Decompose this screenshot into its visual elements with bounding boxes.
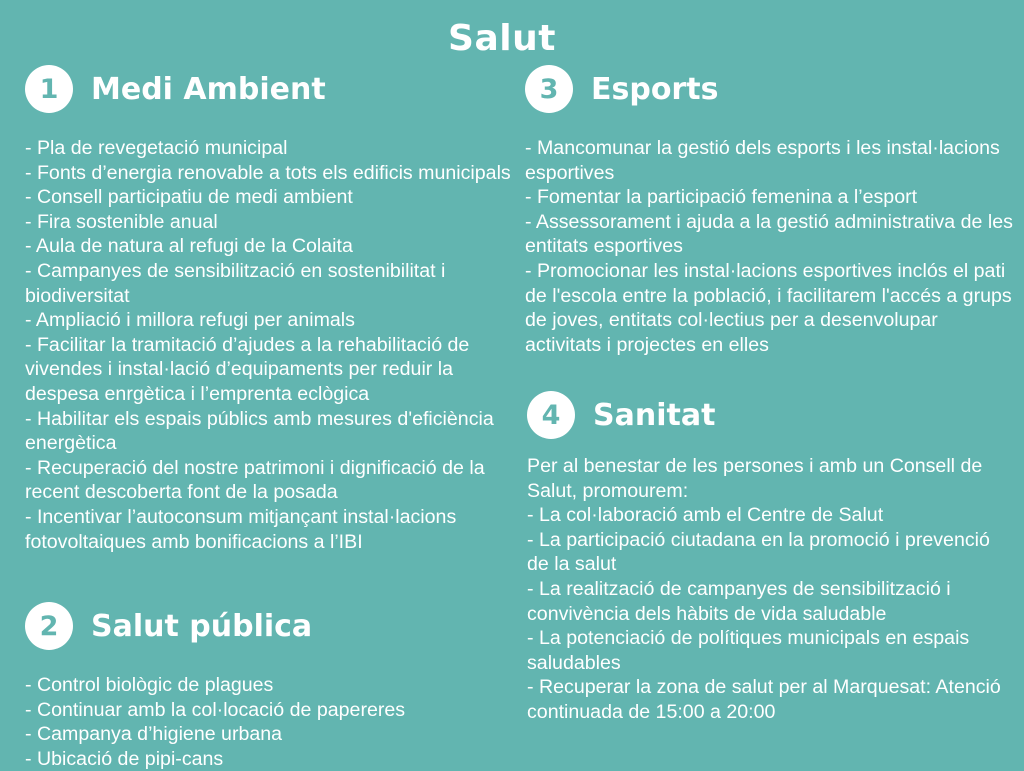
section-heading	[527, 390, 1017, 440]
list-item: - Fira sostenible anual	[25, 210, 218, 233]
list-item: - Fonts d’energia renovable a tots els edificis municipals	[25, 161, 511, 184]
item-list	[527, 454, 1017, 725]
section-number-badge: 4	[527, 391, 575, 439]
list-item: - Ubicació de pipi-cans	[25, 747, 224, 770]
section-number-badge: 2	[25, 602, 73, 650]
section-heading	[525, 64, 1015, 114]
section-title: Salut pública	[91, 608, 313, 644]
list-item: - Promocionar les instal·lacions esportives inclós el pati de l'escola entre la població, i facilitarem l'accés a grups de joves, entitats col·lectius per a desenvolupar activitats i projectes en elles	[525, 259, 1012, 356]
list-item: - La realització de campanyes de sensibilització i convivència dels hàbits de vida saludable	[527, 577, 951, 625]
list-item: - La participació ciutadana en la promoció i prevenció de la salut	[527, 528, 990, 576]
list-item: - Campanyes de sensibilització en sostenibilitat i biodiversitat	[25, 259, 446, 307]
section-esports	[525, 64, 1015, 357]
list-item: - Campanya d’higiene urbana	[25, 723, 283, 746]
section-number-badge: 3	[525, 65, 573, 113]
list-item: - Facilitar la tramitació d’ajudes a la rehabilitació de vivendes i instal·lació d’equipaments per reduir la despesa enrgètica i l’emprenta eclògica	[25, 333, 470, 405]
item-list	[525, 136, 1015, 357]
section-number-badge: 1	[25, 65, 73, 113]
section-title: Medi Ambient	[91, 71, 326, 107]
list-item: - Recuperació del nostre patrimoni i dignificació de la recent descoberta font de la posada	[25, 456, 485, 504]
list-item: - Fomentar la participació femenina a l’esport	[525, 186, 918, 209]
page-title: Salut	[448, 18, 556, 59]
item-list	[25, 136, 520, 554]
list-item: - Recuperar la zona de salut per al Marquesat: Atenció continuada de 15:00 a 20:00	[527, 676, 1001, 723]
section-medi-ambient	[25, 64, 520, 554]
section-sanitat	[527, 390, 1017, 725]
list-item: - Mancomunar la gestió dels esports i les instal·lacions esportives	[525, 137, 1000, 184]
item-list	[25, 673, 520, 771]
list-item: - Control biològic de plagues	[25, 674, 274, 696]
list-item: - Incentivar l’autoconsum mitjançant instal·lacions fotovoltaiques amb bonificacions a l’IBI	[25, 505, 457, 553]
list-item: - Consell participatiu de medi ambient	[25, 186, 353, 209]
section-salut-publica	[25, 601, 520, 771]
list-item: - Assessorament i ajuda a la gestió administrativa de les entitats esportives	[525, 210, 1013, 258]
list-item: - Continuar amb la col·locació de papereres	[25, 698, 406, 721]
list-item: - La potenciació de polítiques municipals en espais saludables	[527, 627, 970, 674]
list-item: - Habilitar els espais públics amb mesures d'eficiència energètica	[25, 407, 494, 455]
section-title: Esports	[591, 71, 719, 107]
list-item: - Pla de revegetació municipal	[25, 137, 288, 159]
section-heading	[25, 601, 520, 651]
list-item: - Aula de natura al refugi de la Colaita	[25, 235, 353, 258]
list-item: - Ampliació i millora refugi per animals	[25, 309, 355, 332]
list-item: - La col·laboració amb el Centre de Salut	[527, 504, 884, 527]
intro-text: Per al benestar de les persones i amb un Consell de Salut, promourem:	[527, 455, 983, 502]
section-title: Sanitat	[593, 397, 716, 433]
section-heading	[25, 64, 520, 114]
